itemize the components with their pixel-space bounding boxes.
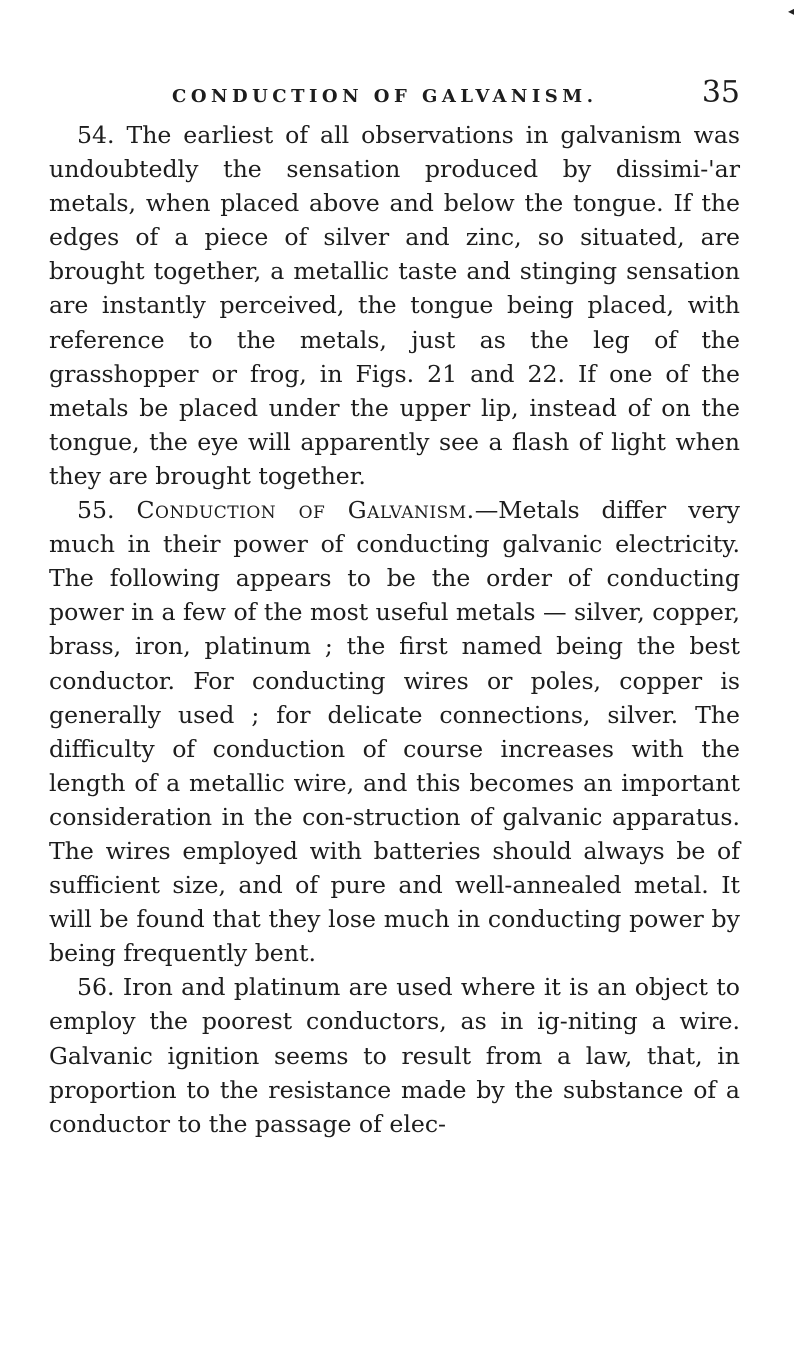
body-text xyxy=(49,118,740,1141)
section-heading: Conduction of Galvanism. xyxy=(136,496,475,525)
page-number: 35 xyxy=(701,75,740,110)
paragraph-number: 55. xyxy=(77,496,115,525)
corner-mark: ◂ xyxy=(787,4,794,18)
paragraph-number: 54. xyxy=(77,121,115,149)
paragraph-56 xyxy=(49,970,740,1140)
paragraph-number: 56. xyxy=(77,973,115,1002)
running-head: CONDUCTION OF GALVANISM. xyxy=(172,86,598,107)
page-header xyxy=(172,75,740,112)
paragraph-text: Iron and platinum are used where it is an object to employ the poorest conductors, as in ig-niting a wire. Galvanic ignition seems to result from a law, that, in proportion to the resistance made by the substance of a conductor to the passage of elec- xyxy=(49,973,740,1138)
paragraph-text: The earliest of all observations in galvanism was undoubtedly the sensation produced by dissimi-'ar metals, when placed above and below the tongue. If the edges of a piece of silver and zinc, so situated, are brought together, a metallic taste and stinging sensation are instantly perceived, the tongue being placed, with reference to the metals, just as the leg of the grasshopper or frog, in Figs. 21 and 22. If one of the metals be placed under the upper lip, instead of on the tongue, the eye will apparently see a flash of light when they are brought together. xyxy=(49,121,740,490)
paragraph-55 xyxy=(49,493,740,970)
paragraph-54 xyxy=(49,118,740,493)
paragraph-text: —Metals differ very much in their power of conducting galvanic electricity. The following appears to be the order of conducting power in a few of the most useful metals — silver, copper, brass, iron, platinum ; the first named being the best conductor. For conducting wires or poles, copper is generally used ; for delicate connections, silver. The difficulty of conduction of course increases with the length of a metallic wire, and this becomes an important consideration in the con-struction of galvanic apparatus. The wires employed with batteries should always be of sufficient size, and of pure and well-annealed metal. It will be found that they lose much in conducting power by being frequently bent. xyxy=(49,496,741,968)
